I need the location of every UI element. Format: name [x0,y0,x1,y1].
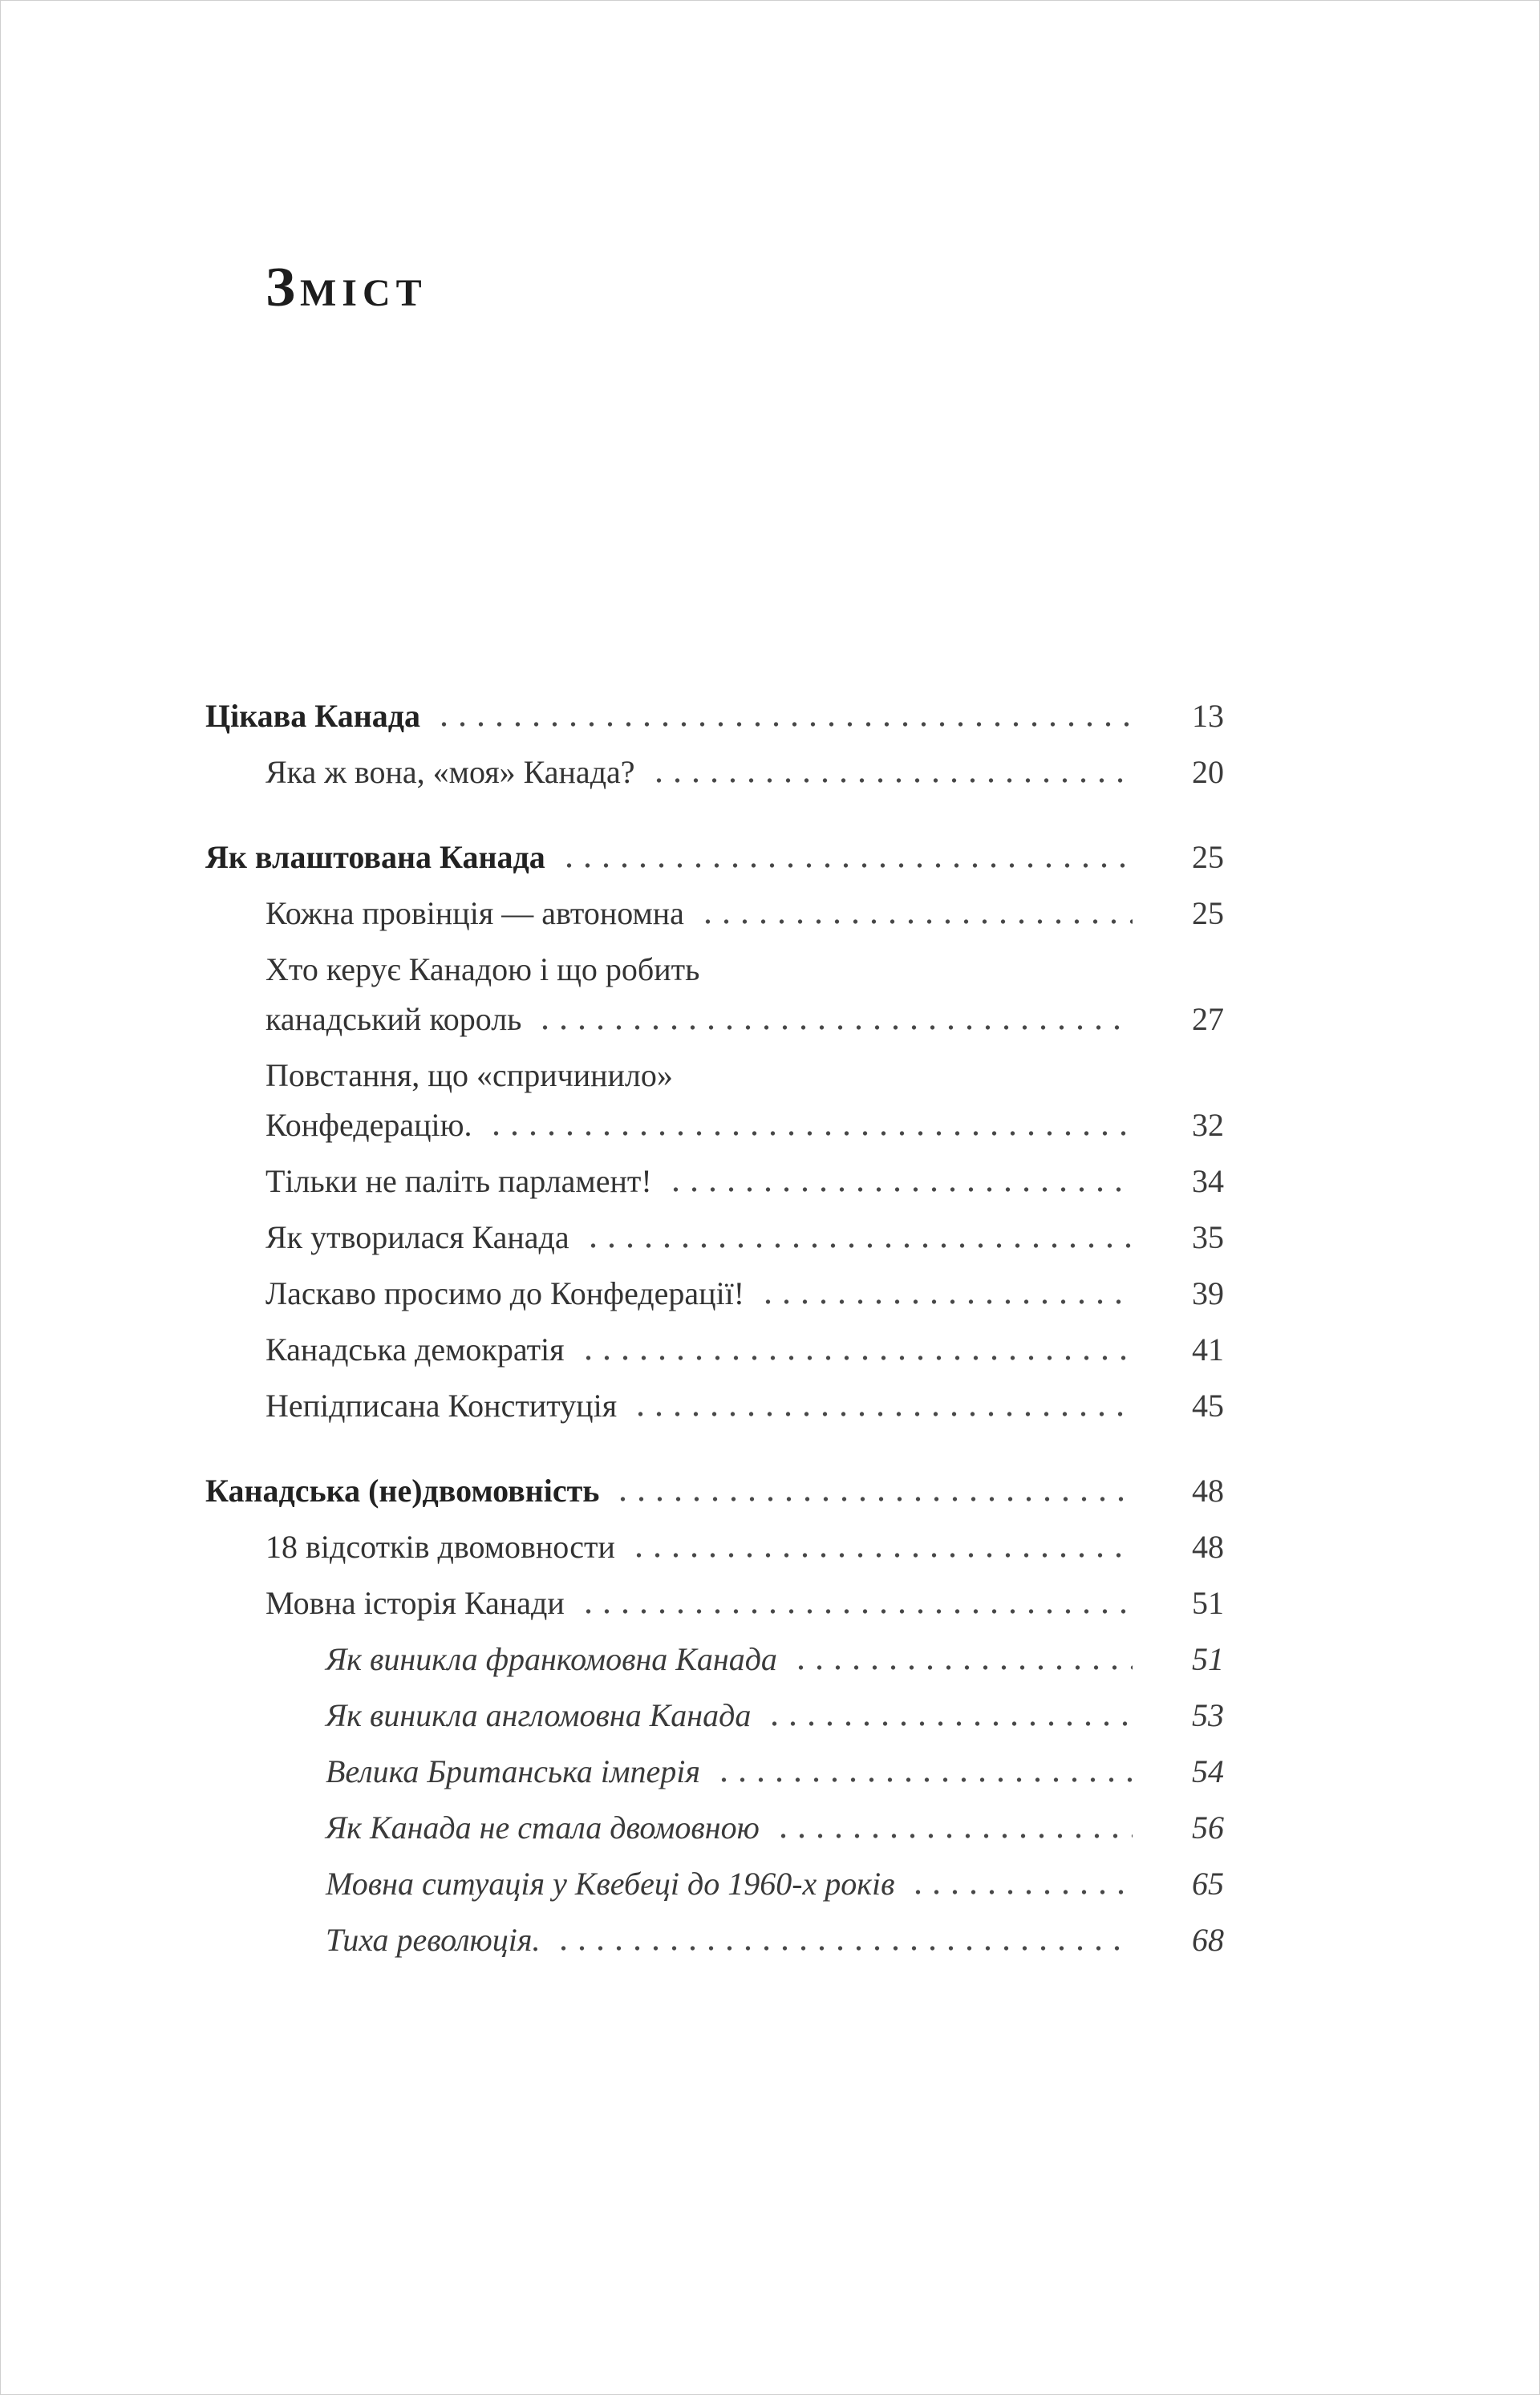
toc-entry-label: Мовна історія Канади [265,1585,565,1621]
dot-leader [708,1756,1133,1788]
dot-leader [553,841,1133,873]
page-title [265,256,428,320]
dot-leader [480,1109,1133,1141]
dot-leader [548,1924,1133,1956]
toc-entry [205,1219,1224,1255]
toc-entry-label: Тільки не паліть парламент! [265,1163,652,1199]
dot-leader [573,1587,1133,1619]
toc-list [205,700,1224,1980]
toc-entry-page: 35 [1192,1219,1224,1255]
toc-entry-page: 53 [1192,1697,1224,1733]
toc-entry-label: Тиха революція. [326,1922,541,1958]
toc-entry-page: 54 [1192,1753,1224,1789]
toc-entry-page: 65 [1192,1866,1224,1902]
dot-leader [573,1334,1133,1366]
dot-leader [529,1003,1133,1035]
toc-entry-page: 68 [1192,1922,1224,1958]
toc-entry-line [205,1109,1224,1141]
toc-entry [205,1165,1224,1198]
toc-entry-label: Ласкаво просимо до Конфедерації! [265,1275,745,1311]
toc-entry-label: канадський король [265,1001,522,1037]
toc-entry-label: Конфедерацію. [265,1107,472,1143]
toc-entry-page: 41 [1192,1331,1224,1368]
toc-entry-page: 39 [1192,1275,1224,1311]
toc-entry-label: Велика Британська імперія [326,1753,700,1789]
toc-entry-label: Кожна провінція — автономна [265,895,684,931]
toc-entry-page: 13 [1192,698,1224,734]
toc-entry-page: 27 [1192,1001,1224,1037]
toc-entry-label: Як Канада не стала двомовною [326,1809,760,1846]
toc-entry-label: 18 відсотків двомовности [265,1529,615,1565]
toc-entry-label: Канадська (не)двомовність [205,1473,600,1509]
toc-entry [205,1587,1224,1619]
toc-entry-label: Повстання, що «спричинило» [265,1057,673,1093]
toc-entry-label: Непідписана Конституція [265,1388,618,1424]
toc-entry [205,1643,1224,1676]
toc-entry [205,1924,1224,1956]
dot-leader [643,756,1133,788]
toc-entry-page: 51 [1192,1585,1224,1621]
toc-entry [205,1697,1224,1733]
toc-entry-label: Як виникла англомовна Канада [326,1697,752,1733]
dot-leader [692,898,1133,930]
dot-leader [902,1868,1133,1900]
dot-leader [625,1390,1133,1422]
toc-entry-page: 32 [1192,1107,1224,1143]
toc-entry [205,1275,1224,1311]
toc-entry [205,1390,1224,1422]
dot-leader [768,1812,1133,1844]
toc-entry-page: 56 [1192,1809,1224,1846]
toc-entry [205,1753,1224,1789]
toc-entry-line [205,1003,1224,1035]
page-title-initial: З [265,257,300,318]
toc-entry-label: Як виникла франкомовна Канада [326,1641,777,1677]
toc-entry-page: 48 [1192,1529,1224,1565]
dot-leader [428,700,1133,732]
toc-entry [205,1868,1224,1900]
toc-entry-page: 25 [1192,895,1224,931]
toc-entry-page: 34 [1192,1163,1224,1199]
dot-leader [660,1165,1133,1198]
dot-leader [578,1222,1133,1254]
toc-entry-label: Хто керує Канадою і що робить [265,951,700,987]
toc-entry-label: Мовна ситуація у Квебеці до 1960-х років [326,1866,895,1902]
dot-leader [759,1700,1133,1732]
toc-entry-label: Цікава Канада [205,698,421,734]
toc-entry [205,1331,1224,1368]
dot-leader [785,1643,1133,1676]
dot-leader [752,1278,1133,1310]
toc-entry [205,1475,1224,1507]
page-title-rest: МІСТ [299,272,428,314]
toc-entry-label: Яка ж вона, «моя» Канада? [265,754,635,790]
toc-entry-page: 45 [1192,1388,1224,1424]
dot-leader [623,1531,1133,1563]
toc-entry-label: Канадська демократія [265,1331,565,1368]
toc-entry [205,841,1224,873]
toc-entry-page: 48 [1192,1473,1224,1509]
toc-entry-line [205,951,1224,987]
toc-entry [205,700,1224,732]
toc-entry [205,1531,1224,1563]
toc-entry-label: Як утворилася Канада [265,1219,569,1255]
toc-entry [205,1809,1224,1846]
toc-entry-line [205,1057,1224,1093]
toc-entry-label: Як влаштована Канада [205,839,545,875]
toc-entry-page: 25 [1192,839,1224,875]
toc-entry [205,756,1224,788]
dot-leader [607,1475,1133,1507]
toc-entry-page: 20 [1192,754,1224,790]
toc-entry [205,895,1224,931]
toc-entry-page: 51 [1192,1641,1224,1677]
